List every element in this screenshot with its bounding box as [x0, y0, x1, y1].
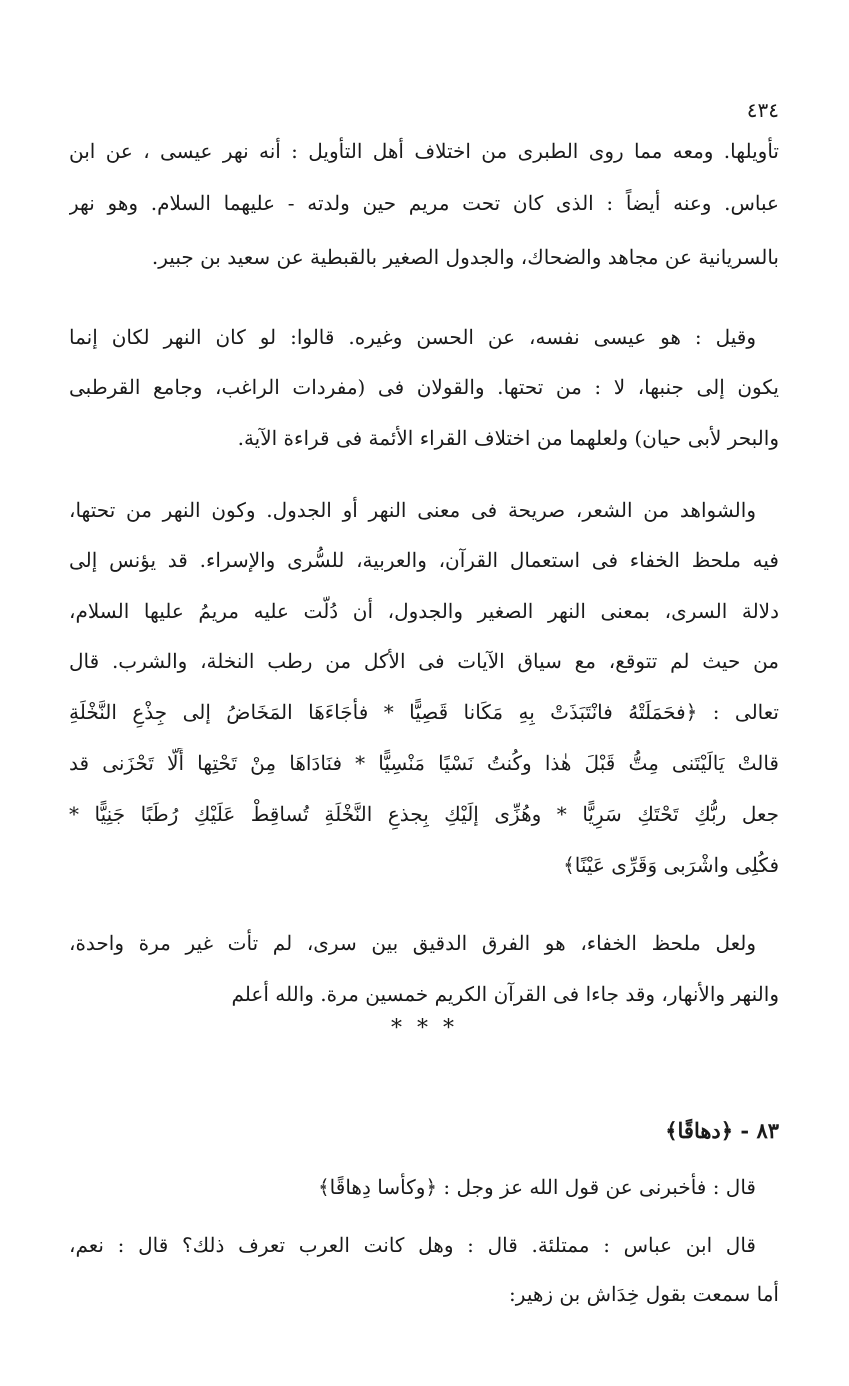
quran-verse-line: تعالى : ﴿فحَمَلَتْهُ فانْتَبَذَتْ بِهِ مَكَانا قَصِيًّا * فأَجَاءَهَا المَخَاضُ إلى جِذْعِ النَّخْلَةِ	[69, 700, 779, 724]
text-line: من حيث لم تتوقع، مع سياق الآيات فى الأكل من رطب النخلة، والشرب. قال	[69, 649, 779, 673]
page-number: ٤٣٤	[746, 98, 779, 122]
section-heading: ٨٣ - ﴿دهاقًا﴾	[665, 1118, 779, 1143]
text-line: والشواهد من الشعر، صريحة فى معنى النهر أو الجدول. وكون النهر من تحتها،	[69, 498, 756, 522]
text-line: عباس. وعنه أيضاً : الذى كان تحت مريم حين ولدته - عليهما السلام. وهو نهر	[69, 191, 779, 215]
text-line: والنهر والأنهار، وقد جاءا فى القرآن الكريم خمسين مرة. والله أعلم	[231, 982, 779, 1006]
text-line: تأويلها. ومعه مما روى الطبرى من اختلاف أهل التأويل : أنه نهر عيسى ، عن ابن	[69, 139, 779, 163]
text-line: فيه ملحظ الخفاء فى استعمال القرآن، والعربية، للسُّرى والإسراء. قد يؤنس إلى	[69, 548, 779, 572]
text-line: ولعل ملحظ الخفاء، هو الفرق الدقيق بين سرى، لم تأت غير مرة واحدة،	[69, 931, 756, 955]
text-line: بالسريانية عن مجاهد والضحاك، والجدول الصغير بالقبطية عن سعيد بن جبير.	[151, 245, 779, 269]
text-line: دلالة السرى، بمعنى النهر الصغير والجدول، أن دُلَّت عليه مريمُ عليها السلام،	[69, 599, 779, 623]
section-separator: * * *	[391, 1016, 458, 1041]
text-line: والبحر لأبى حيان) ولعلهما من اختلاف القراء الأئمة فى قراءة الآية.	[237, 426, 779, 450]
text-line: يكون إلى جنبها، لا : من تحتها. والقولان فى (مفردات الراغب، وجامع القرطبى	[69, 375, 779, 399]
quran-verse-line: قالتْ يَالَيْتَنى مِتُّ قَبْلَ هٰذا وكُنتُ نَسْيًا مَنْسِيًّا * فنَادَاهَا مِنْ تَحْتِها أَلَّا تَحْزَنى قد	[69, 751, 779, 775]
text-line: أما سمعت بقول خِدَاش بن زهير:	[509, 1282, 779, 1306]
text-line: قال : فأخبرنى عن قول الله عز وجل : ﴿وكأسا دِهاقًا﴾	[317, 1175, 756, 1199]
quran-verse-line: فكُلِى واشْرَبى وَقَرِّى عَيْنًا﴾	[563, 853, 779, 877]
text-line: قال ابن عباس : ممتلئة. قال : وهل كانت العرب تعرف ذلك؟ قال : نعم،	[69, 1233, 756, 1257]
text-line: وقيل : هو عيسى نفسه، عن الحسن وغيره. قالوا: لو كان النهر لكان إنما	[69, 325, 756, 349]
quran-verse-line: جعل ربُّكِ تَحْتَكِ سَرِيًّا * وهُزِّى إلَيْكِ بِجذعِ النَّخْلَةِ تُساقِطْ عَلَيْكِ رُطَبًا جَنِيًّا *	[69, 802, 779, 826]
